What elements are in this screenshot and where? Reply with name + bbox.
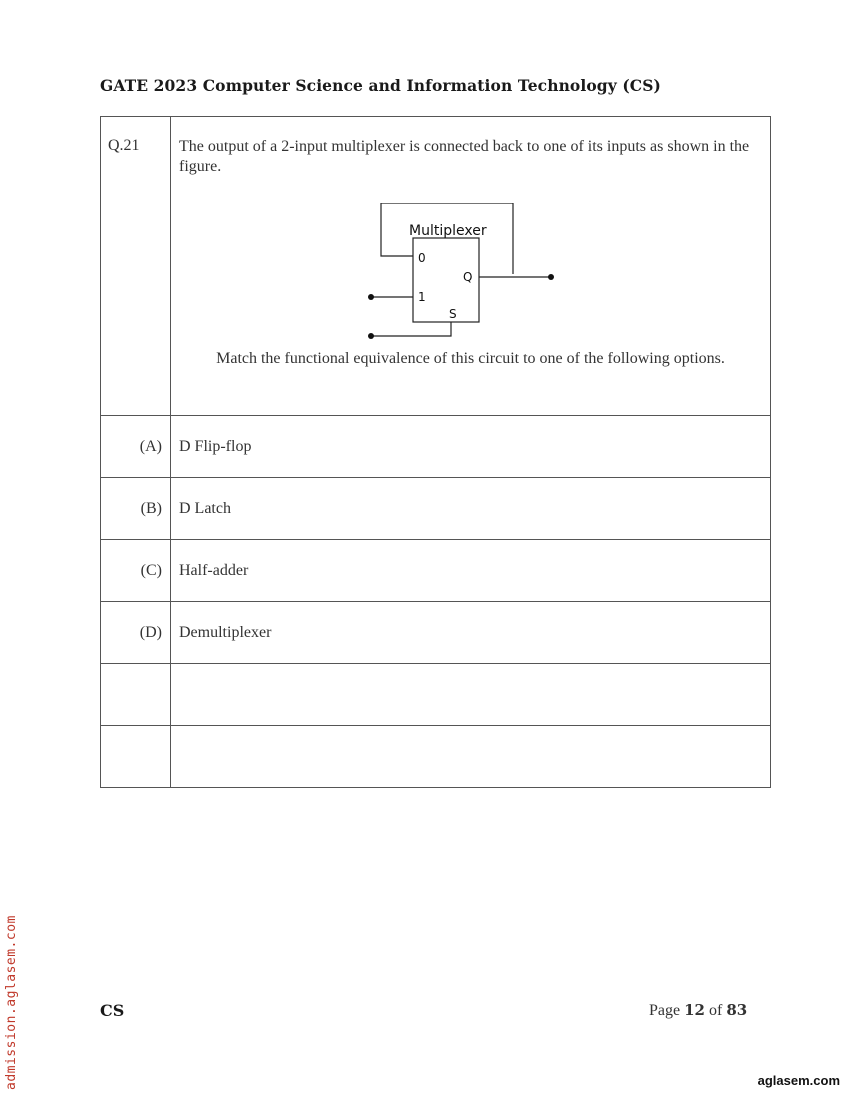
question-text: The output of a 2-input multiplexer is connected back to one of its inputs as shown in the figure. — [179, 138, 750, 175]
page-of: of — [708, 1002, 723, 1019]
empty-cell — [171, 726, 771, 788]
option-row-a — [101, 416, 771, 478]
select-s-label: S — [449, 307, 457, 321]
option-text: Half-adder — [171, 540, 771, 602]
option-label: (D) — [101, 602, 171, 664]
empty-cell — [101, 664, 171, 726]
page-header-title: GATE 2023 Computer Science and Information Technology (CS) — [100, 76, 661, 95]
select-terminal — [368, 333, 374, 339]
option-label: (C) — [101, 540, 171, 602]
select-wire — [371, 322, 451, 336]
side-watermark: admission.aglasem.com — [4, 915, 19, 1090]
option-text: D Flip-flop — [171, 416, 771, 478]
output-terminal — [548, 274, 554, 280]
option-label: (A) — [101, 416, 171, 478]
input-0-label: 0 — [418, 251, 426, 265]
option-row-b — [101, 478, 771, 540]
question-instruction: Match the functional equivalence of this circuit to one of the following options. — [216, 350, 725, 367]
page-total: 83 — [726, 1001, 748, 1019]
page-prefix: Page — [649, 1002, 681, 1019]
option-row-c — [101, 540, 771, 602]
question-table — [100, 116, 771, 788]
question-number: Q.21 — [101, 117, 171, 416]
input-1-terminal — [368, 294, 374, 300]
empty-cell — [171, 664, 771, 726]
multiplexer-label: Multiplexer — [409, 223, 487, 239]
question-row — [101, 117, 771, 416]
multiplexer-figure — [363, 203, 563, 343]
brand-watermark: aglasem.com — [757, 1073, 840, 1088]
footer-page-indicator — [649, 1001, 747, 1020]
footer-paper-code: CS — [100, 1001, 125, 1020]
empty-row — [101, 664, 771, 726]
question-content — [171, 117, 771, 416]
input-1-label: 1 — [418, 290, 426, 304]
option-label: (B) — [101, 478, 171, 540]
option-text: D Latch — [171, 478, 771, 540]
empty-row — [101, 726, 771, 788]
empty-cell — [101, 726, 171, 788]
option-row-d — [101, 602, 771, 664]
page-number: 12 — [684, 1001, 705, 1019]
option-text: Demultiplexer — [171, 602, 771, 664]
output-q-label: Q — [463, 270, 473, 284]
